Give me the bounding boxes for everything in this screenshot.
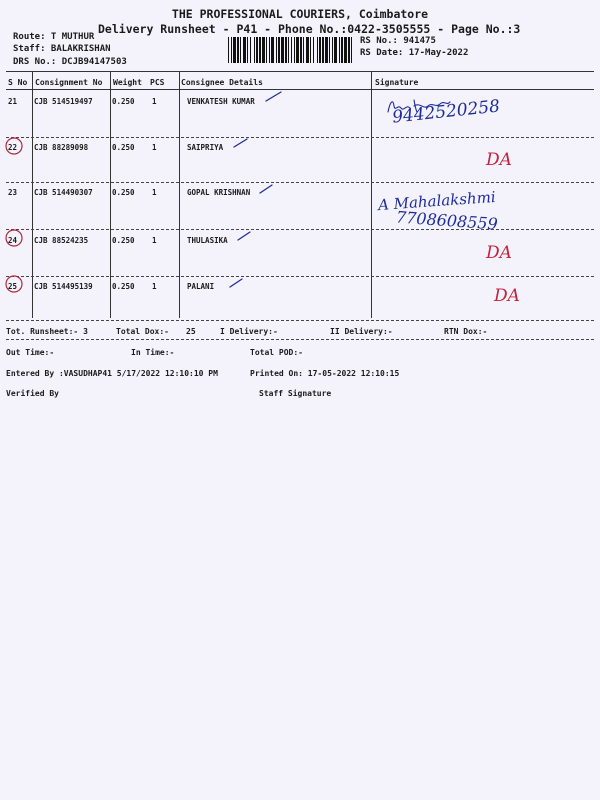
row-pcs: 1 [152, 236, 157, 245]
row-sno: 22 [8, 143, 18, 152]
col-header-signature: Signature [375, 78, 419, 87]
drs-number: DRS No.: DCJB94147503 [13, 57, 127, 67]
row-sno: 24 [8, 236, 18, 245]
row-pcs: 1 [152, 97, 157, 106]
row-consignment: CJB 514495139 [34, 282, 93, 291]
table-top-rule [6, 71, 594, 72]
tick-mark [228, 276, 246, 290]
ii-delivery: II Delivery:- [330, 327, 393, 336]
total-dox-label: Total Dox:- [116, 327, 169, 336]
totals-rule [6, 339, 594, 340]
verified-by: Verified By [6, 389, 59, 398]
handwritten-da: DA [486, 150, 512, 170]
table-header-rule [6, 89, 594, 90]
route-label: Route: T MUTHUR [13, 32, 95, 42]
handwritten-da: DA [486, 243, 512, 263]
i-delivery: I Delivery:- [220, 327, 278, 336]
in-time: In Time:- [131, 348, 175, 357]
col-divider [32, 71, 33, 318]
col-divider [110, 71, 111, 318]
col-header-sno: S No [8, 78, 28, 87]
circle-mark [3, 136, 25, 156]
document-title: THE PROFESSIONAL COURIERS, Coimbatore [171, 7, 429, 21]
row-separator [6, 229, 594, 230]
row-weight: 0.250 [112, 236, 135, 245]
row-pcs: 1 [152, 282, 157, 291]
row-separator [6, 276, 594, 277]
row-separator [6, 137, 594, 138]
row-weight: 0.250 [112, 97, 135, 106]
row-consignee: VENKATESH KUMAR [187, 97, 255, 106]
entered-by: Entered By :VASUDHAP41 5/17/2022 12:10:10 PM [6, 369, 218, 378]
col-header-consignment: Consignment No [35, 78, 103, 87]
tick-mark [236, 229, 254, 243]
row-pcs: 1 [152, 188, 157, 197]
rs-number: RS No.: 941475 [360, 36, 436, 46]
circle-mark [3, 274, 25, 294]
barcode [228, 37, 353, 63]
col-divider [371, 71, 372, 318]
rs-date: RS Date: 17-May-2022 [360, 48, 469, 58]
row-consignment: CJB 88289098 [34, 143, 89, 152]
total-pod: Total POD:- [250, 348, 303, 357]
row-consignee: SAIPRIYA [187, 143, 224, 152]
row-weight: 0.250 [112, 282, 135, 291]
printed-on: Printed On: 17-05-2022 12:10:15 [250, 369, 400, 378]
runsheet-subtitle: Delivery Runsheet - P41 - Phone No.:0422-3505555 - Page No.:3 [98, 22, 521, 36]
row-consignment: CJB 514490307 [34, 188, 93, 197]
handwritten-phone: 7708608559 [395, 207, 499, 234]
row-separator [6, 182, 594, 183]
row-weight: 0.250 [112, 143, 135, 152]
staff-label: Staff: BALAKRISHAN [13, 44, 111, 54]
row-sno: 23 [8, 188, 18, 197]
total-runsheet: Tot. Runsheet:- 3 [6, 327, 88, 336]
table-bottom-rule [6, 320, 594, 321]
row-weight: 0.250 [112, 188, 135, 197]
row-sno: 21 [8, 97, 18, 106]
row-sno: 25 [8, 282, 18, 291]
col-header-weight: Weight [113, 78, 142, 87]
row-consignee: GOPAL KRISHNAN [187, 188, 251, 197]
handwritten-phone: 9442520258 [391, 96, 501, 128]
total-dox-value: 25 [186, 327, 196, 336]
col-header-consignee: Consignee Details [181, 78, 263, 87]
circle-mark [3, 228, 25, 248]
tick-mark [264, 90, 284, 104]
staff-signature: Staff Signature [259, 389, 332, 398]
rtn-dox: RTN Dox:- [444, 327, 488, 336]
tick-mark [232, 136, 252, 150]
row-pcs: 1 [152, 143, 157, 152]
col-divider [179, 71, 180, 318]
handwritten-da: DA [494, 286, 520, 306]
tick-mark [258, 182, 276, 196]
col-header-pcs: PCS [150, 78, 165, 87]
row-consignment: CJB 514519497 [34, 97, 93, 106]
out-time: Out Time:- [6, 348, 55, 357]
handwritten-name: A Mahalakshmi [377, 187, 497, 215]
row-consignee: THULASIKA [187, 236, 228, 245]
row-consignment: CJB 88524235 [34, 236, 89, 245]
row-consignee: PALANI [187, 282, 215, 291]
